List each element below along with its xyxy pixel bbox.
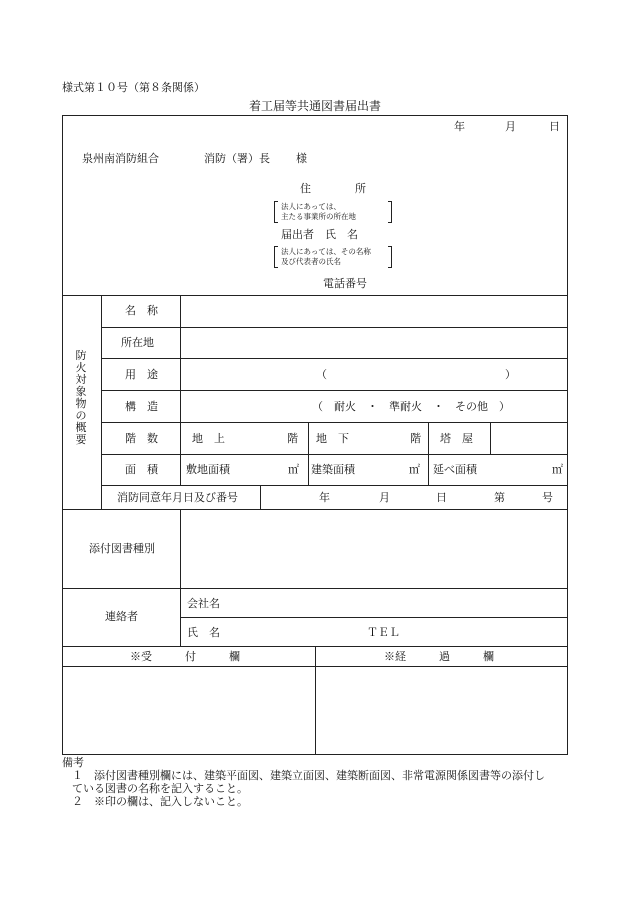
notes-heading: 備考 [62, 756, 84, 769]
note-1-line-1: １ 添付図書種別欄には、建築平面図、建築立面図、建築断面図、非常電源関係図書等の添付し [72, 769, 545, 782]
penthouse-label: 塔 屋 [440, 432, 473, 445]
overview-section-label [74, 350, 88, 446]
attachments-label: 添付図書種別 [89, 542, 155, 555]
contact-person-label: 氏 名 [187, 626, 220, 639]
divider-row4 [101, 422, 568, 423]
divider-floors-col2 [308, 422, 309, 485]
consent-no-suffix: 号 [542, 491, 553, 504]
consent-no: 第 [494, 491, 505, 504]
address-label: 住 所 [300, 182, 366, 195]
address-note-bracket-left [274, 201, 278, 223]
divider-row1 [101, 327, 568, 328]
address-note-2: 主たる事業所の所在地 [281, 212, 356, 221]
date-year: 年 [454, 120, 465, 133]
overview-section-label-char: 防 [75, 349, 87, 362]
divider-office-middle [315, 646, 316, 755]
phone-label: 電話番号 [323, 277, 367, 290]
date-day: 日 [549, 120, 560, 133]
consent-label: 消防同意年月日及び番号 [117, 491, 238, 504]
name-row-label: 名 称 [125, 304, 158, 317]
below-ground-label: 地 下 [316, 432, 349, 445]
structure-row-label: 構 造 [125, 400, 158, 413]
name-note-bracket-right [388, 246, 392, 268]
overview-section-label-char: 対 [75, 373, 87, 386]
consent-month: 月 [379, 491, 390, 504]
note-1-line-2: ている図書の名称を記入すること。 [72, 782, 248, 795]
name-note-bracket-left [274, 246, 278, 268]
overview-section-label-char: の [75, 409, 87, 422]
divider-row6 [101, 485, 568, 486]
divider-penthouse-value [490, 422, 491, 454]
area-row-label: 面 積 [125, 463, 158, 476]
applicant-name-label: 届出者 氏 名 [281, 228, 358, 241]
divider-consent [260, 485, 261, 509]
divider-row5 [101, 454, 568, 455]
addressee-org: 泉州南消防組合 [82, 152, 159, 165]
above-ground-unit: 階 [287, 432, 298, 445]
reception-header: ※受 付 欄 [130, 650, 240, 663]
divider-contact-mid [180, 617, 568, 618]
note-2: ２ ※印の欄は、記入しないこと。 [72, 795, 248, 808]
divider-attachments-top [62, 509, 568, 510]
consent-day: 日 [436, 491, 447, 504]
overview-section-label-char: 要 [75, 433, 87, 446]
use-paren-open: （ [316, 368, 327, 381]
divider-row3 [101, 390, 568, 391]
divider-floors-col3 [428, 422, 429, 485]
above-ground-label: 地 上 [192, 432, 225, 445]
form-number: 様式第１０号（第８条関係） [62, 81, 205, 94]
overview-section-label-char: 火 [75, 361, 87, 374]
form-title: 着工届等共通図書届出書 [248, 99, 381, 113]
address-note-bracket-right [388, 201, 392, 223]
overview-section-label-char: 象 [75, 385, 87, 398]
site-area-unit: ㎡ [288, 463, 299, 476]
divider-attach-contact-col [180, 509, 181, 646]
site-area-label: 敷地面積 [186, 463, 230, 476]
location-row-label: 所在地 [121, 336, 154, 349]
floor-area-unit: ㎡ [552, 463, 563, 476]
building-area-unit: ㎡ [409, 463, 420, 476]
contact-tel-label: ＴＥＬ [367, 626, 400, 639]
use-paren-close: ） [505, 368, 516, 381]
below-ground-unit: 階 [410, 432, 421, 445]
floors-row-label: 階 数 [125, 432, 158, 445]
company-name-label: 会社名 [187, 597, 220, 610]
name-note-1: 法人にあっては、その名称 [281, 247, 371, 256]
contact-label: 連絡者 [105, 610, 138, 623]
divider-contact-top [62, 588, 568, 589]
use-row-label: 用 途 [125, 368, 158, 381]
overview-section-label-char: 概 [75, 421, 87, 434]
addressee-chief: 消防（署）長 [204, 152, 270, 165]
divider-overview-top [62, 295, 568, 296]
name-note-2: 及び代表者の氏名 [281, 257, 341, 266]
consent-year: 年 [319, 491, 330, 504]
address-note-1: 法人にあっては、 [281, 202, 341, 211]
building-area-label: 建築面積 [311, 463, 355, 476]
floor-area-label: 延べ面積 [433, 463, 477, 476]
progress-header: ※経 過 欄 [384, 650, 494, 663]
structure-options: （ 耐火 ・ 準耐火 ・ その他 ） [312, 400, 510, 413]
date-month: 月 [505, 120, 516, 133]
addressee-honorific: 様 [296, 152, 307, 165]
divider-row2 [101, 358, 568, 359]
overview-section-label-char: 物 [75, 397, 87, 410]
